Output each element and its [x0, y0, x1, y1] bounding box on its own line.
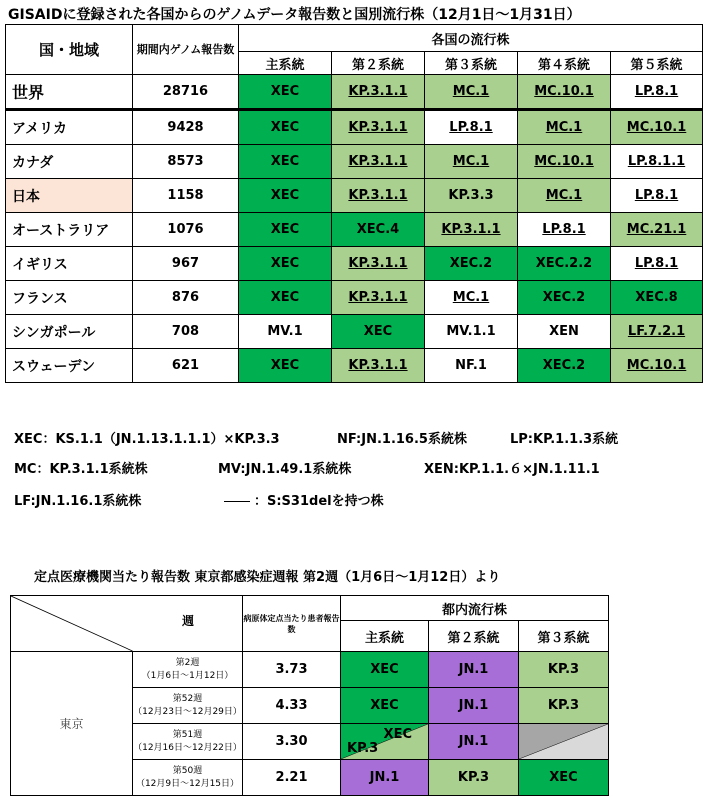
lineage-cell: MC.10.1 — [611, 110, 703, 145]
lineage-cell: MC.1 — [425, 281, 518, 315]
split-lineage-b: KP.3 — [347, 741, 379, 756]
week-cell — [133, 688, 243, 724]
rate-cell: 4.33 — [243, 688, 341, 724]
legend-underline-note — [224, 490, 384, 509]
lineage-cell: MV.1.1 — [425, 315, 518, 349]
header-genome-count: 期間内ゲノム報告数 — [133, 25, 239, 75]
lineage-cell: MC.10.1 — [611, 349, 703, 383]
underline-sample — [224, 501, 250, 502]
tokyo-lineage-cell: KP.3 — [519, 652, 609, 688]
week-dates: （1月6日～1月12日） — [141, 670, 234, 681]
lineage-cell: LF.7.2.1 — [611, 315, 703, 349]
week-dates: （12月9日～12月15日） — [135, 778, 240, 789]
country-name: 日本 — [6, 179, 133, 213]
genome-count: 9428 — [133, 110, 239, 145]
tokyo-lineage-cell: KP.3 — [429, 760, 519, 796]
country-row — [6, 110, 703, 145]
genome-count: 621 — [133, 349, 239, 383]
tokyo-lineage-cell: JN.1 — [341, 760, 429, 796]
lineage-cell: KP.3.1.1 — [425, 213, 518, 247]
tokyo-lineage-cell: XEC — [341, 652, 429, 688]
country-row — [6, 247, 703, 281]
lineage-cell: LP.8.1 — [611, 75, 703, 110]
country-row — [6, 213, 703, 247]
subheader-tokyo-1: 主系統 — [341, 621, 429, 652]
lineage-cell: MC.1 — [425, 145, 518, 179]
genome-count: 876 — [133, 281, 239, 315]
legend-mv: MV:JN.1.49.1系統株 — [218, 462, 352, 477]
header-rate: 病原体定点当たり患者報告数 — [243, 596, 341, 652]
tokyo-lineage-cell: KP.3 — [519, 688, 609, 724]
country-name: カナダ — [6, 145, 133, 179]
genome-count: 1076 — [133, 213, 239, 247]
lineage-cell: MC.21.1 — [611, 213, 703, 247]
lineage-cell: MV.1 — [239, 315, 332, 349]
lineage-cell: XEC — [239, 110, 332, 145]
lineage-cell: KP.3.1.1 — [332, 281, 425, 315]
country-name: 世界 — [6, 75, 133, 110]
subheader-lineage-5: 第５系統 — [611, 52, 703, 75]
legend-nf: NF:JN.1.16.5系統株 — [337, 432, 467, 447]
lineage-cell: XEC.2 — [518, 281, 611, 315]
lineage-cell: XEC.2.2 — [518, 247, 611, 281]
genome-count: 28716 — [133, 75, 239, 110]
country-name: オーストラリア — [6, 213, 133, 247]
lineage-cell: LP.8.1 — [518, 213, 611, 247]
header-country: 国・地域 — [6, 25, 133, 75]
tokyo-lineage-cell: XEC — [341, 688, 429, 724]
region-cell: 東京 — [11, 652, 133, 796]
split-lineage-cell — [341, 724, 429, 760]
diagonal-line — [11, 596, 242, 651]
lineage-cell: LP.8.1 — [611, 247, 703, 281]
subheader-tokyo-2: 第２系統 — [429, 621, 519, 652]
tokyo-lineage-cell: JN.1 — [429, 652, 519, 688]
country-lineage-table — [5, 24, 703, 383]
country-row — [6, 281, 703, 315]
week-cell — [133, 652, 243, 688]
tokyo-lineage-cell: XEC — [519, 760, 609, 796]
week-row — [11, 652, 703, 688]
lineage-cell: XEC.2 — [518, 349, 611, 383]
lineage-cell: KP.3.1.1 — [332, 145, 425, 179]
tokyo-lineage-cell: JN.1 — [429, 688, 519, 724]
country-row — [6, 179, 703, 213]
country-row — [6, 145, 703, 179]
lineage-cell: XEN — [518, 315, 611, 349]
lineage-cell: XEC — [239, 349, 332, 383]
week-dates: （12月23日～12月29日） — [133, 706, 242, 717]
lineage-cell: XEC — [239, 247, 332, 281]
legend-lf: LF:JN.1.16.1系統株 — [14, 494, 142, 509]
lineage-cell: KP.3.1.1 — [332, 110, 425, 145]
lineage-cell: XEC — [332, 315, 425, 349]
subheader-lineage-1: 主系統 — [239, 52, 332, 75]
split-lineage-a: XEC — [383, 727, 412, 742]
page-title: GISAIDに登録された各国からのゲノムデータ報告数と国別流行株（12月1日～1月31日） — [8, 7, 581, 23]
header-tokyo-lineages: 都内流行株 — [341, 596, 609, 621]
lineage-cell: KP.3.3 — [425, 179, 518, 213]
corner-cell — [11, 596, 243, 652]
country-name: イギリス — [6, 247, 133, 281]
genome-count: 1158 — [133, 179, 239, 213]
week-cell — [133, 724, 243, 760]
week-dates: （12月16日～12月22日） — [133, 742, 242, 753]
legend-xec: XEC：KS.1.1（JN.1.13.1.1.1）×KP.3.3 — [14, 432, 280, 447]
week-number: 第51週 — [172, 729, 203, 740]
rate-cell: 3.30 — [243, 724, 341, 760]
lineage-cell: MC.1 — [425, 75, 518, 110]
lineage-cell: XEC.2 — [425, 247, 518, 281]
rate-cell: 3.73 — [243, 652, 341, 688]
lineage-cell: KP.3.1.1 — [332, 179, 425, 213]
subheader-lineage-2: 第２系統 — [332, 52, 425, 75]
genome-count: 8573 — [133, 145, 239, 179]
underline-note-text: ：S:S31delを持つ株 — [254, 494, 384, 509]
country-row — [6, 315, 703, 349]
country-name: スウェーデン — [6, 349, 133, 383]
lineage-cell: MC.1 — [518, 110, 611, 145]
week-cell — [133, 760, 243, 796]
lineage-cell: MC.10.1 — [518, 145, 611, 179]
lineage-cell: XEC — [239, 281, 332, 315]
lineage-cell: MC.1 — [518, 179, 611, 213]
subheader-lineage-4: 第４系統 — [518, 52, 611, 75]
week-number: 第50週 — [172, 765, 203, 776]
lineage-cell: MC.10.1 — [518, 75, 611, 110]
genome-count: 708 — [133, 315, 239, 349]
subheader-tokyo-3: 第３系統 — [519, 621, 609, 652]
lineage-cell: KP.3.1.1 — [332, 75, 425, 110]
subheader-lineage-3: 第３系統 — [425, 52, 518, 75]
rate-cell: 2.21 — [243, 760, 341, 796]
tokyo-lineage-cell — [519, 724, 609, 760]
legend-mc: MC：KP.3.1.1系統株 — [14, 462, 148, 477]
lineage-cell: LP.8.1 — [611, 179, 703, 213]
country-row — [6, 75, 703, 110]
lineage-cell: XEC — [239, 75, 332, 110]
genome-count: 967 — [133, 247, 239, 281]
country-name: シンガポール — [6, 315, 133, 349]
lineage-cell: LP.8.1.1 — [611, 145, 703, 179]
country-name: アメリカ — [6, 110, 133, 145]
header-lineages: 各国の流行株 — [239, 25, 703, 52]
lineage-cell: LP.8.1 — [425, 110, 518, 145]
legend-lp: LP:KP.1.1.3系統 — [510, 432, 619, 447]
week-number: 第52週 — [172, 693, 203, 704]
lineage-cell: NF.1 — [425, 349, 518, 383]
tokyo-lineage-table — [10, 595, 703, 796]
header-week: 週 — [182, 614, 195, 628]
legend-xen: XEN:KP.1.1.６×JN.1.11.1 — [424, 462, 600, 477]
country-name: フランス — [6, 281, 133, 315]
section-title-tokyo: 定点医療機関当たり報告数 東京都感染症週報 第2週（1月6日～1月12日）より — [34, 570, 501, 585]
lineage-cell: KP.3.1.1 — [332, 349, 425, 383]
tokyo-lineage-cell: JN.1 — [429, 724, 519, 760]
lineage-cell: XEC — [239, 179, 332, 213]
lineage-cell: XEC — [239, 213, 332, 247]
lineage-cell: KP.3.1.1 — [332, 247, 425, 281]
lineage-cell: XEC.4 — [332, 213, 425, 247]
lineage-cell: XEC.8 — [611, 281, 703, 315]
country-row — [6, 349, 703, 383]
lineage-cell: XEC — [239, 145, 332, 179]
week-number: 第2週 — [175, 657, 200, 668]
